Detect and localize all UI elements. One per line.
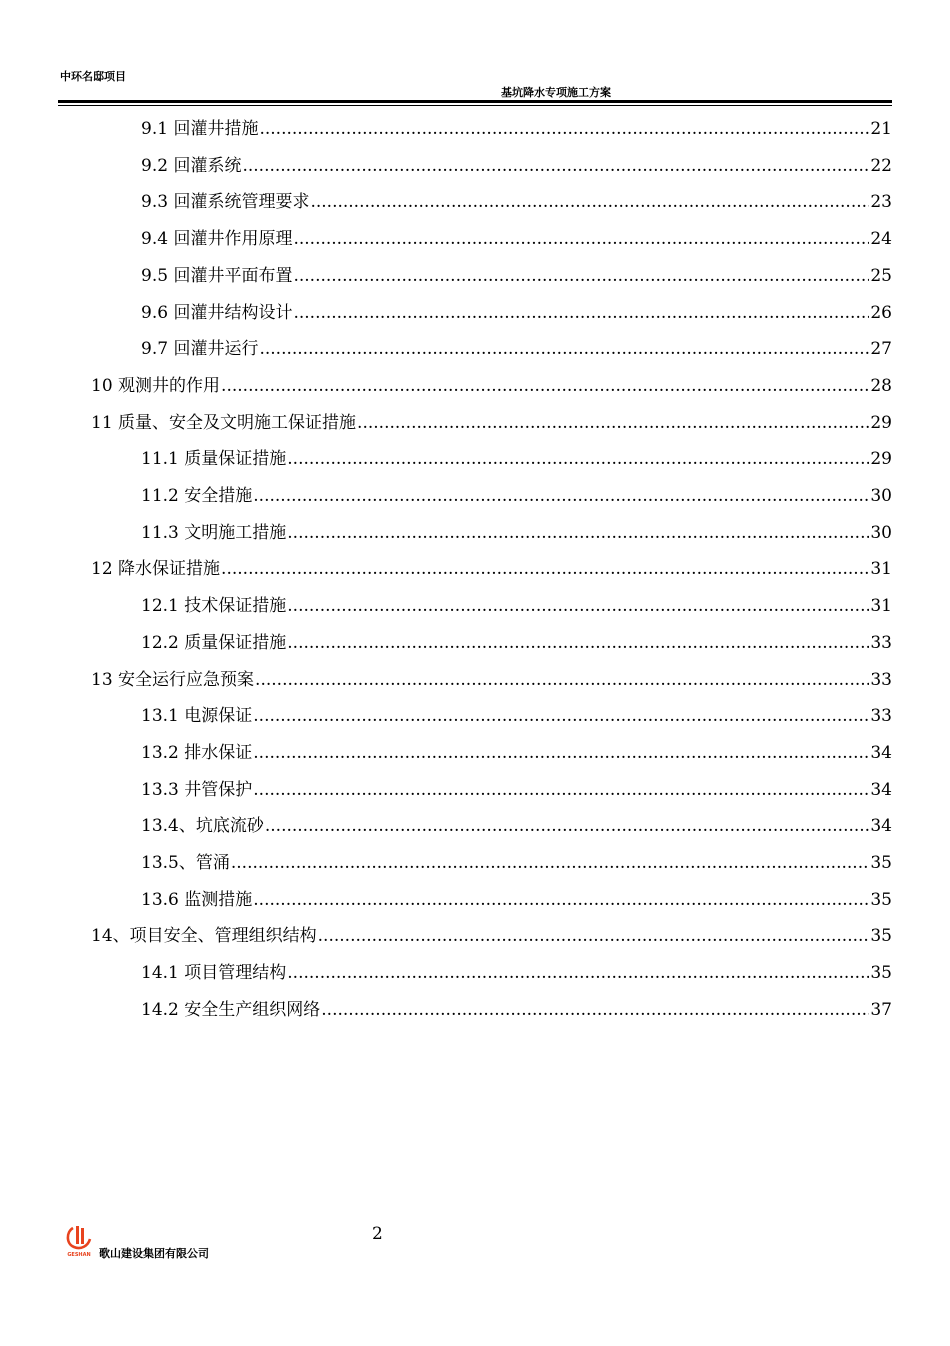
- toc-entry[interactable]: [91, 921, 892, 947]
- toc-leader-dots: [259, 118, 869, 140]
- toc-leader-dots: [293, 228, 869, 250]
- toc-entry-page: 35: [870, 853, 892, 873]
- toc-entry-page: 34: [870, 816, 892, 837]
- toc-entry[interactable]: [141, 114, 892, 140]
- toc-entry-title: 13 安全运行应急预案: [91, 669, 255, 690]
- toc-entry-page: 29: [870, 449, 892, 470]
- toc-entry-page: 33: [870, 706, 892, 727]
- toc-leader-dots: [253, 779, 869, 801]
- toc-entry[interactable]: [141, 261, 892, 287]
- toc-entry[interactable]: [141, 224, 892, 250]
- toc-entry-title: 11.2 安全措施: [141, 486, 253, 506]
- toc-leader-dots: [259, 338, 869, 360]
- toc-entry-page: 23: [870, 192, 892, 213]
- toc-entry-page: 37: [870, 999, 892, 1020]
- toc-entry[interactable]: [141, 958, 892, 984]
- toc-leader-dots: [287, 962, 869, 984]
- toc-entry[interactable]: [141, 885, 892, 911]
- toc-entry-page: 33: [870, 632, 892, 653]
- toc-entry[interactable]: [141, 187, 892, 213]
- toc-entry-page: 26: [870, 302, 892, 323]
- toc-entry-title: 11.1 质量保证措施: [141, 449, 287, 470]
- toc-entry-title: 13.2 排水保证: [141, 742, 253, 763]
- toc-entry-page: 27: [870, 339, 892, 360]
- toc-entry-title: 12 降水保证措施: [91, 559, 221, 580]
- toc-entry-title: 11 质量、安全及文明施工保证措施: [91, 412, 357, 433]
- toc-entry-page: 31: [870, 559, 892, 580]
- toc-leader-dots: [293, 302, 869, 324]
- toc-leader-dots: [287, 632, 869, 654]
- toc-entry[interactable]: [141, 995, 892, 1021]
- toc-entry[interactable]: [141, 298, 892, 324]
- toc-entry-title: 14.2 安全生产组织网络: [141, 999, 321, 1020]
- toc-entry-page: 33: [870, 669, 892, 690]
- toc-leader-dots: [221, 558, 869, 580]
- header-rule-thin: [58, 105, 892, 106]
- header-doc-title: 基坑降水专项施工方案: [501, 86, 611, 99]
- toc-entry-title: 9.1 回灌井措施: [141, 119, 259, 139]
- toc-entry-page: 21: [870, 119, 892, 139]
- toc-entry[interactable]: [141, 481, 892, 507]
- toc-entry-page: 35: [870, 889, 892, 910]
- toc-leader-dots: [253, 485, 869, 507]
- toc-entry-title: 11.3 文明施工措施: [141, 522, 287, 543]
- toc-entry[interactable]: [141, 334, 892, 360]
- toc-leader-dots: [287, 448, 869, 470]
- page-number: 2: [372, 1224, 383, 1244]
- toc-entry-page: 30: [870, 486, 892, 506]
- toc-entry-page: 25: [870, 265, 892, 286]
- toc-entry-page: 24: [870, 229, 892, 250]
- toc-entry[interactable]: [141, 701, 892, 727]
- toc-entry[interactable]: [141, 518, 892, 544]
- toc-leader-dots: [321, 999, 869, 1021]
- toc-entry-page: 34: [870, 742, 892, 763]
- toc-leader-dots: [310, 191, 869, 213]
- toc-entry-page: 35: [870, 963, 892, 984]
- logo-text: GESHAN: [67, 1252, 91, 1258]
- toc-entry-page: 31: [870, 596, 892, 617]
- toc-entry-title: 9.4 回灌井作用原理: [141, 229, 293, 250]
- toc-entry[interactable]: [141, 848, 892, 874]
- toc-entry[interactable]: [141, 738, 892, 764]
- header-project: 中环名邸项目: [60, 70, 126, 83]
- toc-leader-dots: [265, 815, 870, 837]
- toc-entry-title: 9.6 回灌井结构设计: [141, 302, 293, 323]
- toc-entry-title: 13.4、坑底流砂: [141, 816, 264, 837]
- toc-leader-dots: [253, 705, 869, 727]
- toc-leader-dots: [318, 925, 870, 947]
- toc-entry[interactable]: [91, 554, 892, 580]
- toc-entry[interactable]: [91, 665, 892, 691]
- toc-entry-title: 13.1 电源保证: [141, 706, 253, 727]
- toc-entry[interactable]: [141, 444, 892, 470]
- header-rule-thick: [58, 100, 892, 103]
- toc-leader-dots: [255, 669, 869, 691]
- toc-leader-dots: [293, 265, 869, 287]
- toc-entry-title: 9.3 回灌系统管理要求: [141, 192, 310, 213]
- toc-entry-title: 14、项目安全、管理组织结构: [91, 926, 317, 947]
- toc-entry[interactable]: [91, 408, 892, 434]
- toc-leader-dots: [231, 852, 870, 874]
- toc-leader-dots: [242, 155, 869, 177]
- toc-leader-dots: [253, 742, 869, 764]
- toc-entry[interactable]: [141, 151, 892, 177]
- toc-leader-dots: [287, 522, 869, 544]
- toc-entry-title: 13.5、管涌: [141, 853, 230, 873]
- toc-entry-title: 9.2 回灌系统: [141, 155, 242, 176]
- toc-leader-dots: [253, 889, 869, 911]
- toc-entry-title: 12.2 质量保证措施: [141, 632, 287, 653]
- toc-entry-page: 28: [870, 375, 892, 396]
- toc-entry[interactable]: [141, 811, 892, 837]
- toc-entry-title: 9.5 回灌井平面布置: [141, 265, 293, 286]
- toc-entry-title: 9.7 回灌井运行: [141, 339, 259, 360]
- toc-entry-page: 30: [870, 522, 892, 543]
- toc-entry-title: 14.1 项目管理结构: [141, 963, 287, 984]
- toc-leader-dots: [221, 375, 869, 397]
- toc-entry-page: 34: [870, 779, 892, 800]
- footer-company-name: 歌山建设集团有限公司: [99, 1247, 209, 1260]
- toc-leader-dots: [287, 595, 869, 617]
- toc-entry-page: 22: [870, 155, 892, 176]
- toc-entry-page: 29: [870, 412, 892, 433]
- toc-entry[interactable]: [141, 775, 892, 801]
- toc-entry-title: 12.1 技术保证措施: [141, 596, 287, 617]
- toc-leader-dots: [357, 412, 869, 434]
- toc-entry-page: 35: [870, 926, 892, 947]
- toc-entry[interactable]: [141, 628, 892, 654]
- toc-entry-title: 13.3 井管保护: [141, 779, 253, 800]
- toc-entry[interactable]: [91, 371, 892, 397]
- toc-entry-title: 13.6 监测措施: [141, 889, 253, 910]
- toc-entry-title: 10 观测井的作用: [91, 375, 221, 396]
- company-logo-icon: [64, 1224, 94, 1258]
- toc-entry[interactable]: [141, 591, 892, 617]
